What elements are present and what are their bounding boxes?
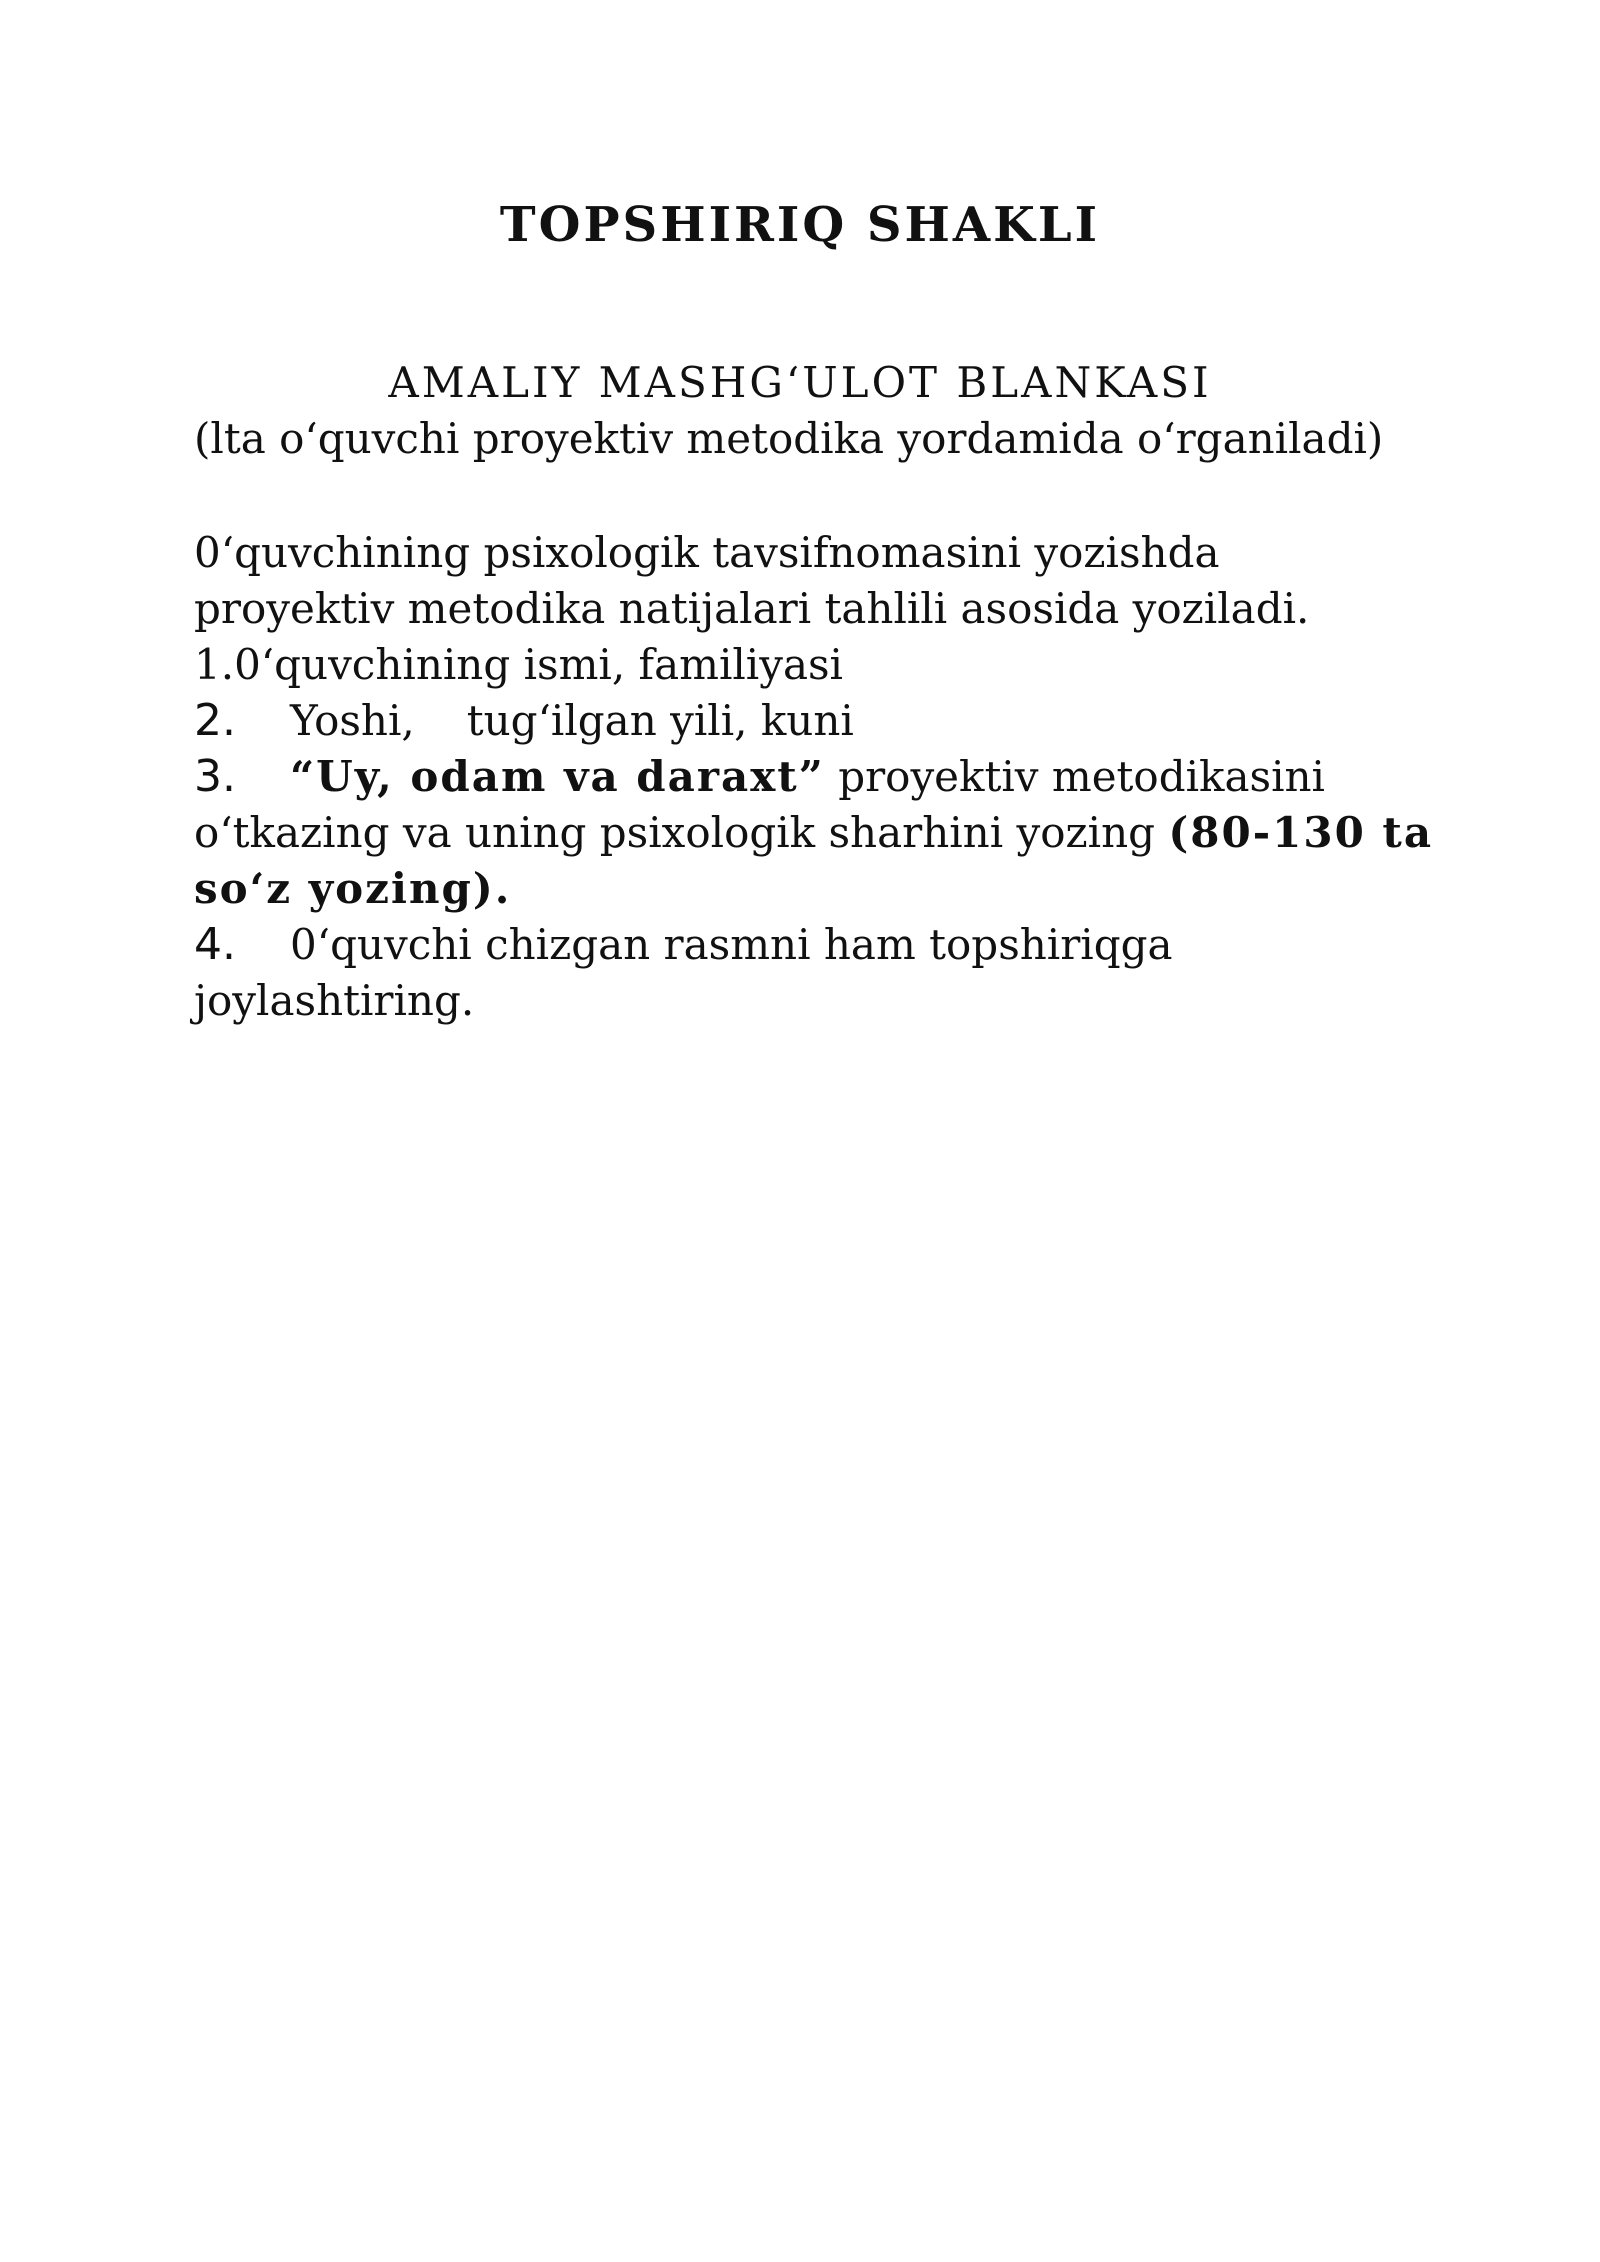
item-4-line-2: joylashtiring. <box>194 976 475 1025</box>
intro-line-1: 0‘quvchining psixologik tavsifnomasini yozishda <box>194 528 1220 577</box>
item-4-text-1: 0‘quvchi chizgan rasmni ham topshiriqga <box>290 920 1173 969</box>
page-subtitle: AMALIY MASHG‘ULOT BLANKASI <box>388 358 1212 407</box>
item-2-part2: tug‘ilgan yili, kuni <box>466 696 854 745</box>
instructions-block <box>194 525 1434 1029</box>
item-3-method-name: “Uy, odam va daraxt” <box>290 752 825 801</box>
item-3-word-count-2: so‘z yozing). <box>194 864 512 913</box>
item-3-line-3 <box>194 861 1414 917</box>
item-1: 1.0‘quvchining ismi, familiyasi <box>194 640 843 689</box>
item-3-line-2 <box>194 805 1434 861</box>
item-2 <box>194 693 1414 749</box>
item-4-number: 4. <box>194 919 236 970</box>
item-2-number: 2. <box>194 695 236 746</box>
subtitle-note: (lta o‘quvchi proyektiv metodika yordamida o‘rganiladi) <box>194 414 1384 463</box>
item-3-line-1 <box>194 749 1414 805</box>
item-4-line-1 <box>194 917 1414 973</box>
item-3-word-count-1: (80-130 ta <box>1168 808 1434 857</box>
item-2-part1: Yoshi, <box>290 696 415 745</box>
item-3-text-1: proyektiv metodikasini <box>824 752 1325 801</box>
item-3-number: 3. <box>194 751 236 802</box>
intro-line-2: proyektiv metodika natijalari tahlili asosida yoziladi. <box>194 584 1310 633</box>
item-3-text-2: o‘tkazing va uning psixologik sharhini yozing <box>194 808 1169 857</box>
page-title: TOPSHIRIQ SHAKLI <box>499 197 1101 253</box>
